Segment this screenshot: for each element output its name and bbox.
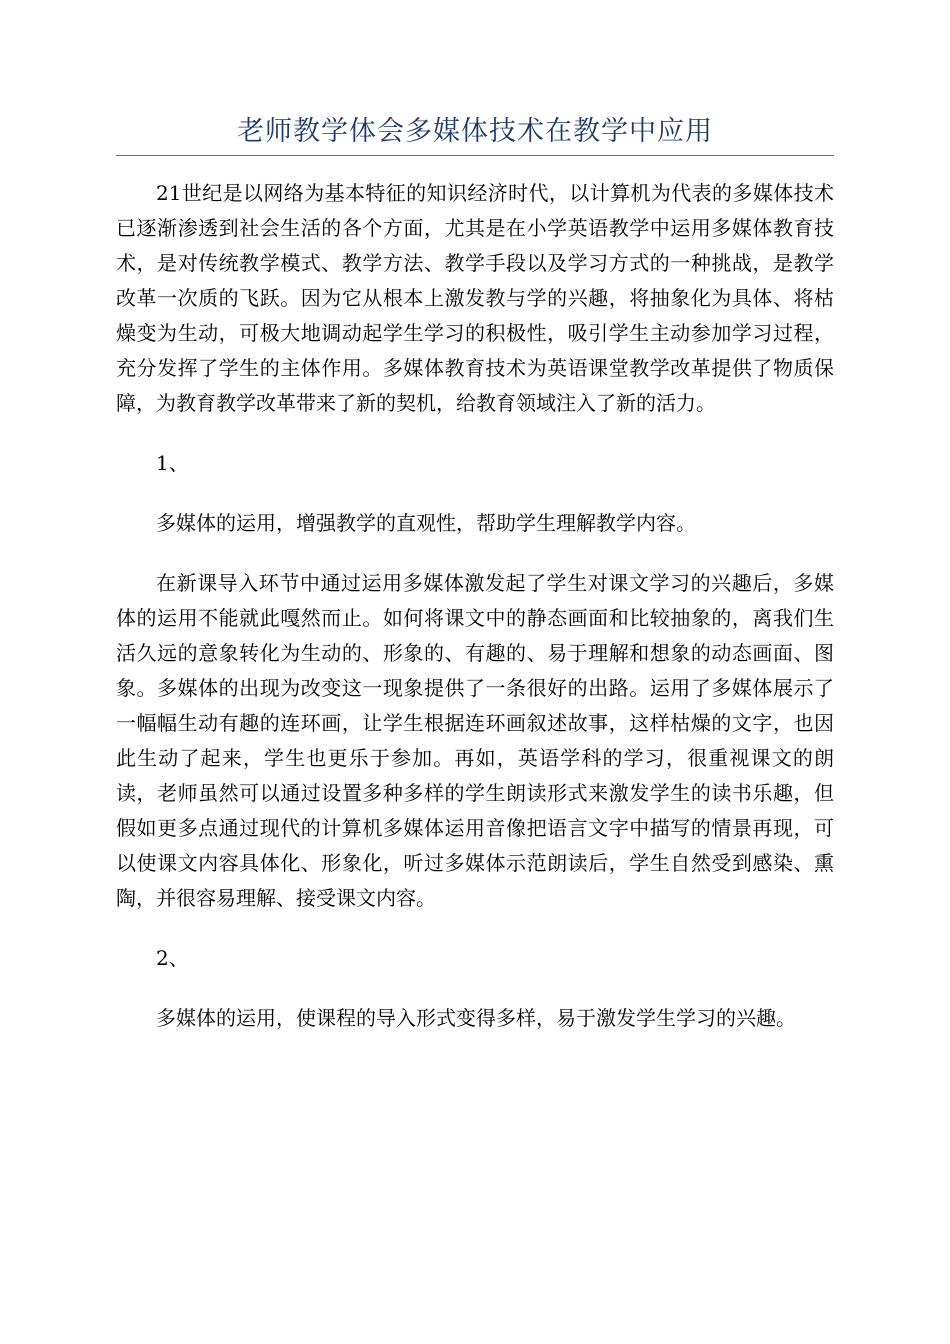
- page-title: 老师教学体会多媒体技术在教学中应用: [237, 116, 713, 147]
- title-underline: [116, 155, 834, 156]
- intro-paragraph: 21世纪是以网络为基本特征的知识经济时代，以计算机为代表的多媒体技术已逐渐渗透到社会生活的各个方面，尤其是在小学英语教学中运用多媒体教育技术，是对传统教学模式、教学方法、教学手段以及学习方式的一种挑战，是教学改革一次质的飞跃。因为它从根本上激发教与学的兴趣，将抽象化为具体、将枯燥变为生动，可极大地调动起学生学习的积极性，吸引学生主动参加学习过程，充分发挥了学生的主体作用。多媒体教育技术为英语课堂教学改革提供了物质保障，为教育教学改革带来了新的契机，给教育领域注入了新的活力。: [116, 181, 834, 415]
- section-heading-2: 多媒体的运用，使课程的导入形式变得多样，易于激发学生学习的兴趣。: [156, 1006, 796, 1030]
- section-number-2: 2、: [156, 946, 189, 970]
- document-body: [116, 176, 834, 1061]
- section-1-paragraph: 在新课导入环节中通过运用多媒体激发起了学生对课文学习的兴趣后，多媒体的运用不能就此嘎然而止。如何将课文中的静态画面和比较抽象的，离我们生活久远的意象转化为生动的、形象的、有趣的、易于理解和想象的动态画面、图象。多媒体的出现为改变这一现象提供了一条很好的出路。运用了多媒体展示了一幅幅生动有趣的连环画，让学生根据连环画叙述故事，这样枯燥的文字，也因此生动了起来，学生也更乐于参加。再如，英语学科的学习，很重视课文的朗读，老师虽然可以通过设置多种多样的学生朗读形式来激发学生的读书乐趣，但假如更多点通过现代的计算机多媒体运用音像把语言文字中描写的情景再现，可以使课文内容具体化、形象化，听过多媒体示范朗读后，学生自然受到感染、熏陶，并很容易理解、接受课文内容。: [116, 571, 834, 910]
- section-number-1: 1、: [156, 451, 189, 475]
- section-heading-1: 多媒体的运用，增强教学的直观性，帮助学生理解教学内容。: [156, 511, 696, 535]
